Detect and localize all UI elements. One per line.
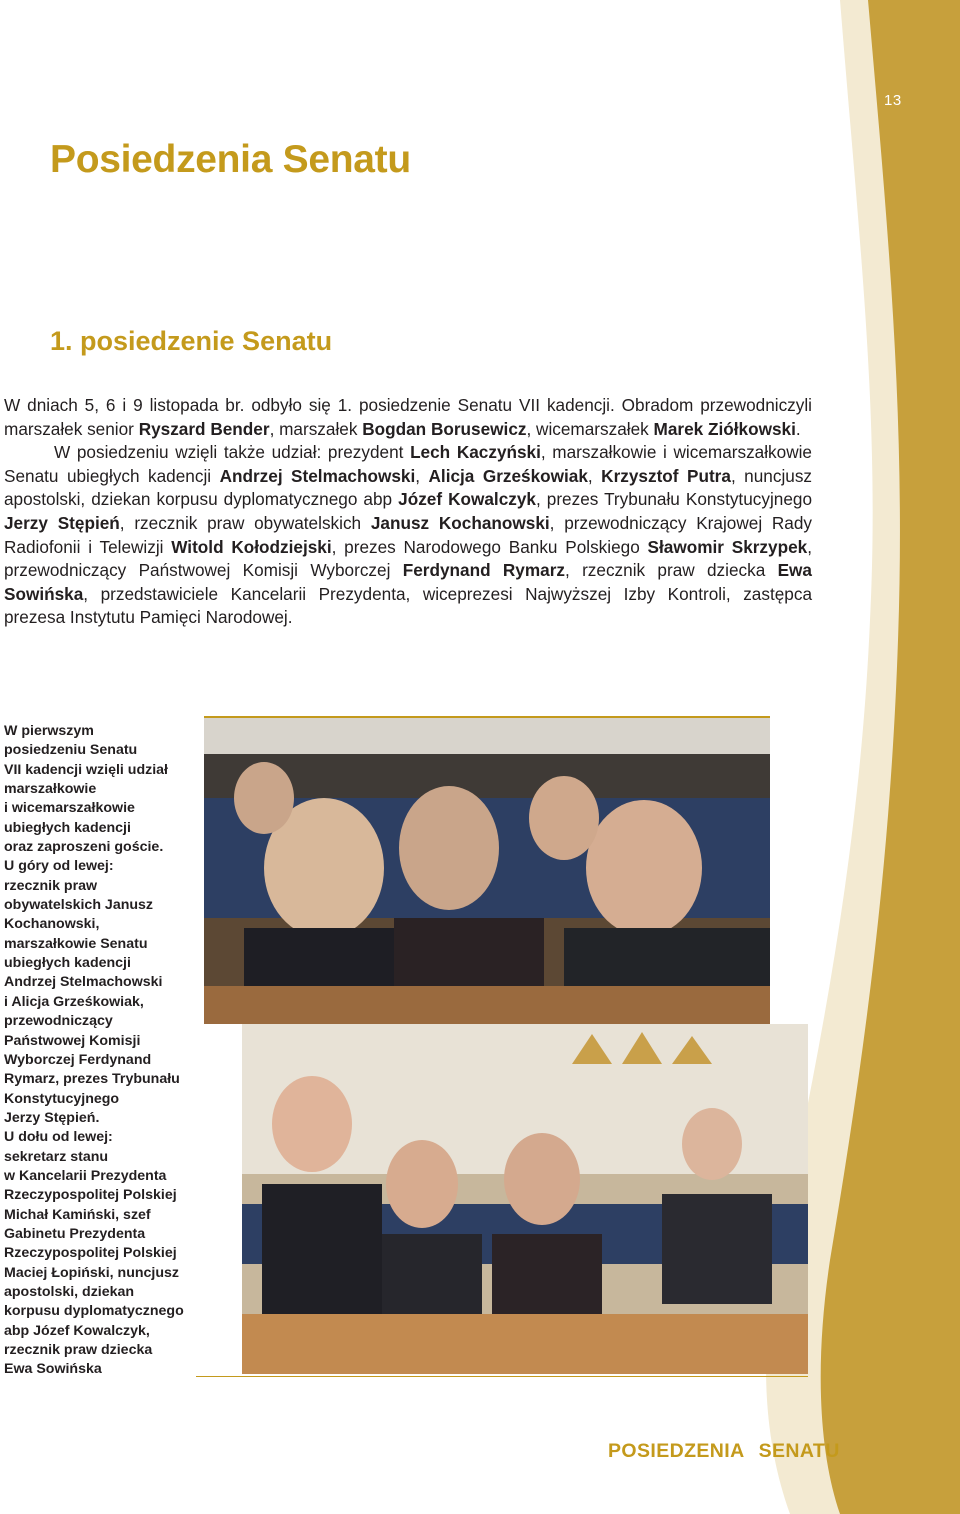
photo-caption xyxy=(4,722,209,1380)
caption-line: korpusu dyplomatycznego xyxy=(4,1303,184,1320)
caption-line: U góry od lewej: xyxy=(4,858,114,875)
photo-top xyxy=(204,718,770,1024)
text-run: W dniach 5, 6 i 9 listopada br. odbyło się 1. posiedzenie Senatu VII kadencji. Obradom przewodniczyli marszałek senior xyxy=(4,395,812,439)
person-name: Witold Kołodziejski xyxy=(171,536,332,557)
caption-line: VII kadencji wzięli udział xyxy=(4,761,168,778)
caption-line: W pierwszym xyxy=(4,723,94,739)
text-run: , marszałek xyxy=(269,418,363,439)
caption-line: apostolski, dziekan xyxy=(4,1283,135,1300)
senate-guests-photo-icon xyxy=(242,1024,808,1374)
caption-line: Wyborczej Ferdynand xyxy=(4,1051,152,1068)
person-name: Józef Kowalczyk xyxy=(398,489,536,510)
person-name: Ewa Sowińska xyxy=(4,560,812,604)
caption-line: Rzeczypospolitej Polskiej xyxy=(4,1187,177,1204)
text-run: , nuncjusz apostolski, dziekan korpusu dyplomatycznego abp xyxy=(4,465,813,510)
person-name: Jerzy Stępień xyxy=(4,512,120,533)
caption-line: U dołu od lewej: xyxy=(4,1129,113,1146)
caption-line: ubiegłych kadencji xyxy=(4,819,131,836)
footer-word-2: SENATU xyxy=(758,1440,840,1462)
caption-line: Andrzej Stelmachowski xyxy=(4,974,163,991)
caption-line: marszałkowie xyxy=(4,781,97,798)
bottom-divider xyxy=(196,1376,808,1377)
text-run: , przewodniczący Państwowej Komisji Wyborczej xyxy=(4,536,812,581)
text-run: , xyxy=(415,465,429,486)
article-body xyxy=(4,394,812,630)
person-name: Andrzej Stelmachowski xyxy=(219,465,416,486)
caption-line: Państwowej Komisji xyxy=(4,1032,141,1049)
photo-bottom xyxy=(242,1024,808,1374)
caption-line: sekretarz stanu xyxy=(4,1148,109,1165)
caption-line: Maciej Łopiński, nuncjusz xyxy=(4,1264,180,1281)
text-run: , prezes Trybunału Konstytucyjnego xyxy=(535,489,813,510)
caption-line: marszałkowie Senatu xyxy=(4,935,148,952)
text-run: , przewodniczący Krajowej Rady Radiofonii i Telewizji xyxy=(4,512,813,557)
body-paragraph-1 xyxy=(4,394,812,441)
caption-line: przewodniczący xyxy=(4,1013,113,1030)
person-name: Ryszard Bender xyxy=(138,418,270,439)
footer-word-1: POSIEDZENIA xyxy=(608,1440,745,1462)
text-run: W posiedzeniu wzięli także udział: prezydent xyxy=(54,442,411,463)
text-run: , rzecznik praw obywatelskich xyxy=(119,512,371,533)
caption-line: ubiegłych kadencji xyxy=(4,955,131,972)
person-name: Alicja Grześkowiak xyxy=(428,465,588,486)
section-heading: 1. posiedzenie Senatu xyxy=(50,326,333,356)
caption-line: Rzeczypospolitej Polskiej xyxy=(4,1245,177,1262)
caption-line: rzecznik praw xyxy=(4,877,98,894)
caption-line: Kochanowski, xyxy=(4,916,100,933)
caption-line: w Kancelarii Prezydenta xyxy=(4,1167,167,1184)
caption-line: Ewa Sowińska xyxy=(4,1361,102,1378)
body-paragraph-2 xyxy=(4,441,812,630)
text-run: , prezes Narodowego Banku Polskiego xyxy=(331,536,648,557)
caption-line: rzecznik praw dziecka xyxy=(4,1342,153,1358)
caption-line: i wicemarszałkowie xyxy=(4,800,135,817)
page-number: 13 xyxy=(884,92,902,109)
caption-line: Konstytucyjnego xyxy=(4,1090,120,1107)
person-name: Sławomir Skrzypek xyxy=(647,536,808,557)
text-run: , xyxy=(587,465,602,486)
person-name: Bogdan Borusewicz xyxy=(362,418,527,439)
caption-line: Jerzy Stępień. xyxy=(4,1109,100,1126)
senate-guests-photo-icon xyxy=(204,718,770,1024)
person-name: Krzysztof Putra xyxy=(601,465,731,486)
person-name: Ferdynand Rymarz xyxy=(402,560,565,581)
page-title: Posiedzenia Senatu xyxy=(50,138,411,181)
caption-line: abp Józef Kowalczyk, xyxy=(4,1322,150,1339)
caption-line: obywatelskich Janusz xyxy=(4,897,154,914)
caption-line: Rymarz, prezes Trybunału xyxy=(4,1071,180,1088)
person-name: Janusz Kochanowski xyxy=(370,512,550,533)
text-run: . xyxy=(795,418,801,439)
text-run: , przedstawiciele Kancelarii Prezydenta, wiceprezesi Najwyższej Izby Kontroli, zastępca prezesa Instytutu Pamięci Narodowej. xyxy=(4,583,812,628)
text-run: , marszałkowie i wicemarszałkowie Senatu ubiegłych kadencji xyxy=(4,442,812,486)
caption-line: Gabinetu Prezydenta xyxy=(4,1225,146,1242)
caption-line: posiedzeniu Senatu xyxy=(4,742,138,759)
caption-line: i Alicja Grześkowiak, xyxy=(4,993,144,1010)
text-run: , wicemarszałek xyxy=(526,418,654,439)
footer-brand xyxy=(608,1440,840,1463)
person-name: Lech Kaczyński xyxy=(410,442,541,463)
person-name: Marek Ziółkowski xyxy=(653,418,796,439)
caption-line: oraz zaproszeni goście. xyxy=(4,839,164,856)
text-run: , rzecznik praw dziecka xyxy=(564,560,778,581)
caption-line: Michał Kamiński, szef xyxy=(4,1206,151,1223)
